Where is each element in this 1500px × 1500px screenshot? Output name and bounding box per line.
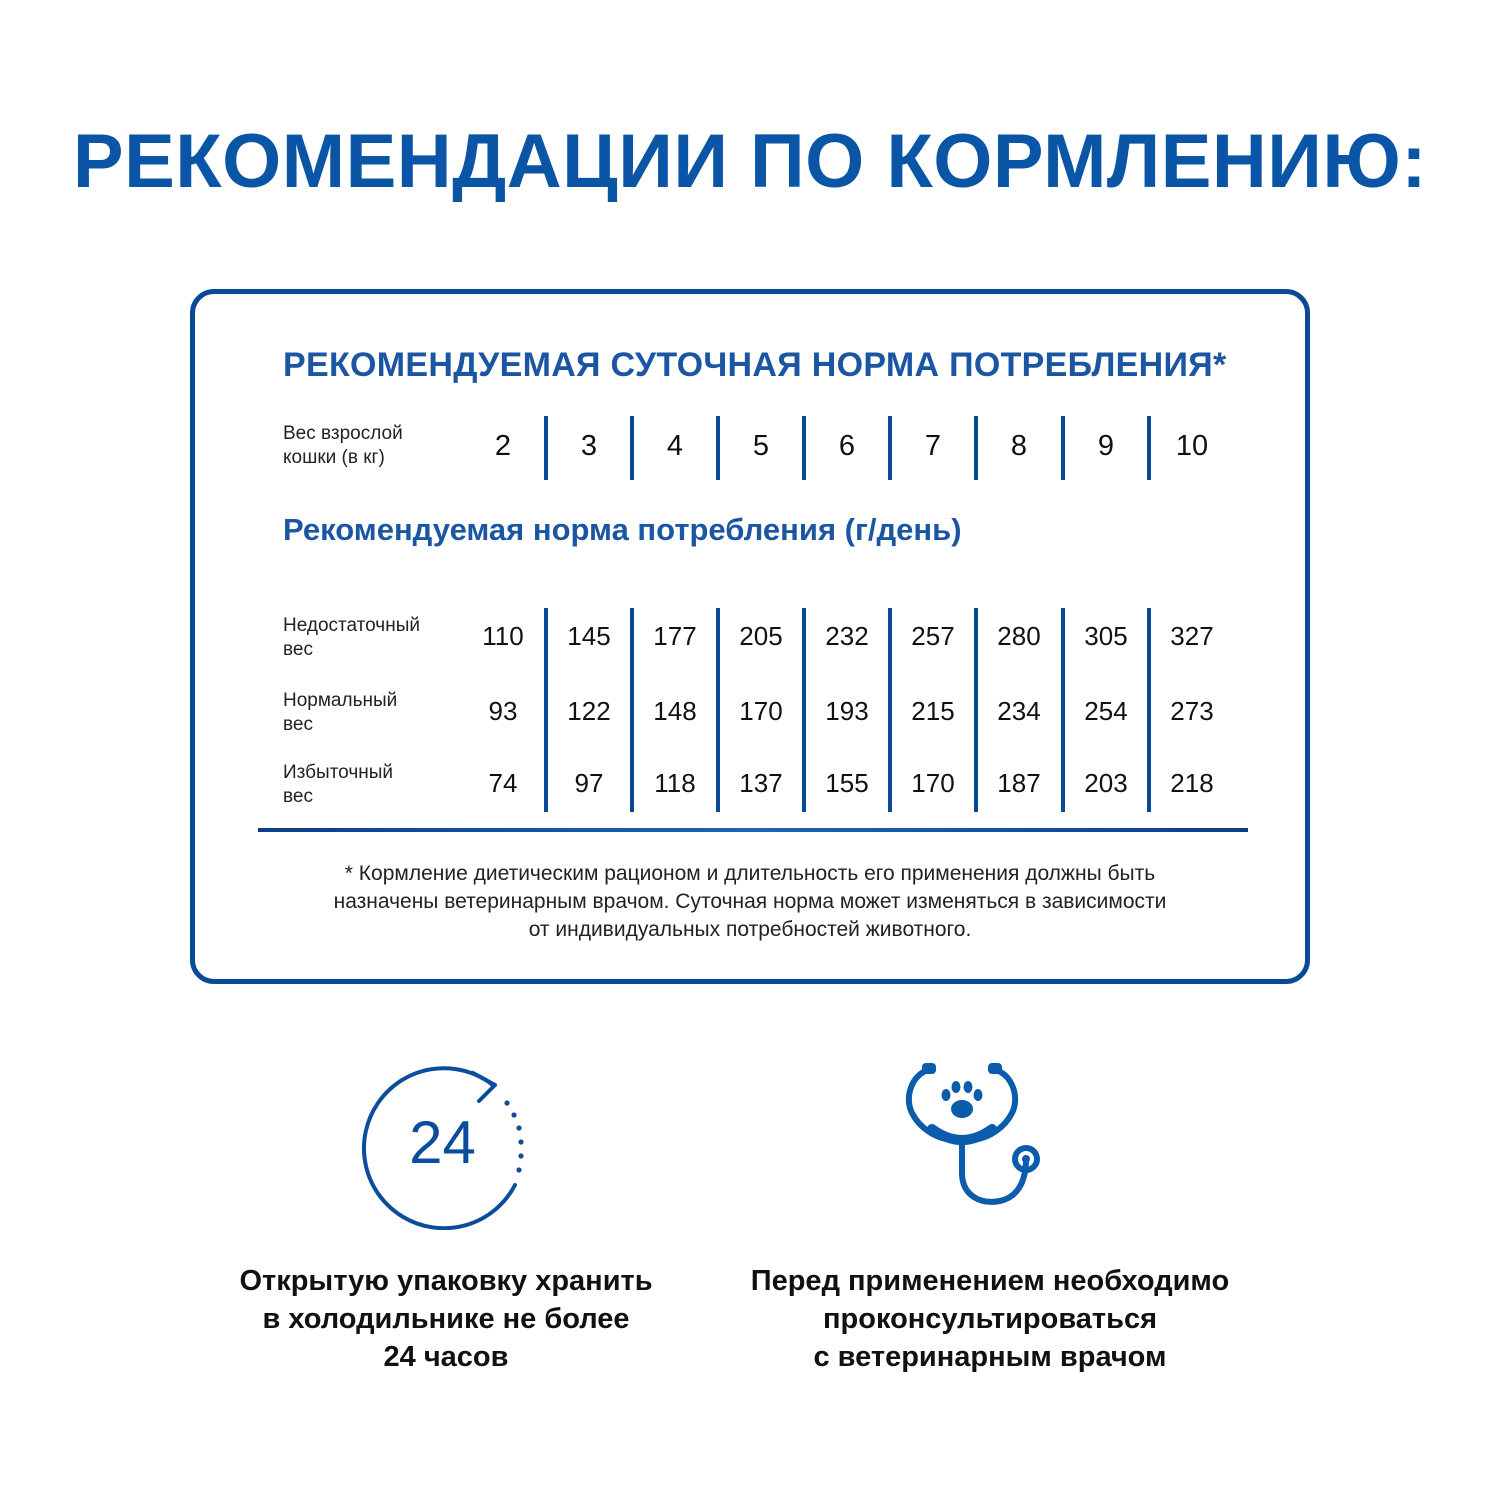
table-cell: 122 — [567, 696, 611, 726]
table-cell: 232 — [825, 621, 869, 651]
weight-cell: 8 — [1010, 430, 1028, 462]
weight-cell: 2 — [494, 430, 512, 462]
card-title: РЕКОМЕНДУЕМАЯ СУТОЧНАЯ НОРМА ПОТРЕБЛЕНИЯ* — [283, 346, 1227, 384]
page-title: РЕКОМЕНДАЦИИ ПО КОРМЛЕНИЮ: — [72, 119, 1428, 204]
weight-cell: 10 — [1175, 430, 1209, 462]
weight-cell: 3 — [580, 430, 598, 462]
column-separator — [888, 608, 892, 812]
row-label-overweight — [283, 761, 393, 809]
row-label-line: Нормальный — [283, 690, 398, 711]
weight-cell: 9 — [1097, 430, 1115, 462]
stethoscope-graphic — [900, 1055, 1060, 1220]
column-separator — [630, 608, 634, 812]
table-cell: 305 — [1084, 621, 1128, 651]
weight-cell: 7 — [924, 430, 942, 462]
feature-storage-text — [196, 1262, 696, 1376]
weight-cell: 5 — [752, 430, 770, 462]
column-separator — [1147, 608, 1151, 812]
feature-line: 24 часов — [383, 1341, 509, 1373]
table-cell: 187 — [997, 768, 1041, 798]
column-separator — [974, 608, 978, 812]
table-cell: 257 — [911, 621, 955, 651]
table-subtitle: Рекомендуемая норма потребления (г/день) — [283, 512, 962, 547]
feature-line: с ветеринарным врачом — [813, 1341, 1167, 1373]
column-separator — [544, 608, 548, 812]
stethoscope-paw-icon — [900, 1055, 1060, 1220]
weight-label — [283, 422, 403, 470]
table-cell: 280 — [997, 621, 1041, 651]
row-label-line: вес — [283, 639, 313, 660]
column-separator — [544, 416, 548, 480]
table-cell: 234 — [997, 696, 1041, 726]
weight-label-line: кошки (в кг) — [283, 447, 385, 468]
table-cell: 215 — [911, 696, 955, 726]
table-cell: 193 — [825, 696, 869, 726]
table-cell: 177 — [653, 621, 697, 651]
footnote-line: от индивидуальных потребностей животного. — [528, 918, 972, 941]
table-cell: 205 — [739, 621, 783, 651]
column-separator — [802, 608, 806, 812]
divider — [258, 828, 1248, 832]
table-cell: 203 — [1084, 768, 1128, 798]
feature-vet-text — [740, 1262, 1240, 1376]
table-cell: 254 — [1084, 696, 1128, 726]
table-cell: 145 — [567, 621, 611, 651]
row-label-normal — [283, 689, 397, 737]
table-cell: 118 — [654, 768, 696, 798]
weight-cell: 6 — [838, 430, 856, 462]
weight-cell: 4 — [666, 430, 684, 462]
table-cell: 148 — [653, 696, 697, 726]
table-cell: 170 — [739, 696, 783, 726]
column-separator — [888, 416, 892, 480]
row-label-line: вес — [283, 786, 313, 807]
table-cell: 273 — [1170, 696, 1214, 726]
table-cell: 74 — [488, 768, 518, 798]
table-cell: 327 — [1170, 621, 1214, 651]
clock-24-icon — [355, 1055, 530, 1230]
table-cell: 97 — [574, 768, 604, 798]
footnote — [235, 860, 1265, 944]
column-separator — [716, 608, 720, 812]
weight-label-line: Вес взрослой — [283, 423, 403, 444]
clock-number: 24 — [409, 1109, 476, 1176]
column-separator — [716, 416, 720, 480]
table-cell: 137 — [739, 768, 783, 798]
column-separator — [802, 416, 806, 480]
column-separator — [974, 416, 978, 480]
column-separator — [1061, 416, 1065, 480]
feeding-table-card — [190, 289, 1310, 984]
feature-line: Перед применением необходимо — [750, 1265, 1230, 1297]
table-cell: 170 — [911, 768, 955, 798]
table-cell: 93 — [488, 696, 518, 726]
row-label-underweight — [283, 614, 420, 662]
table-cell: 110 — [482, 621, 524, 651]
column-separator — [630, 416, 634, 480]
row-label-line: Недостаточный — [283, 615, 420, 636]
feature-line: в холодильнике не более — [262, 1303, 630, 1335]
column-separator — [1147, 416, 1151, 480]
footnote-line: назначены ветеринарным врачом. Суточная норма может изменяться в зависимости — [333, 890, 1167, 913]
feature-line: проконсультироваться — [823, 1303, 1157, 1335]
footnote-line: * Кормление диетическим рационом и длительность его применения должны быть — [344, 862, 1156, 885]
row-label-line: Избыточный — [283, 762, 393, 783]
table-cell: 218 — [1170, 768, 1214, 798]
column-separator — [1061, 608, 1065, 812]
row-label-line: вес — [283, 714, 313, 735]
table-cell: 155 — [825, 768, 869, 798]
feature-line: Открытую упаковку хранить — [239, 1265, 653, 1297]
